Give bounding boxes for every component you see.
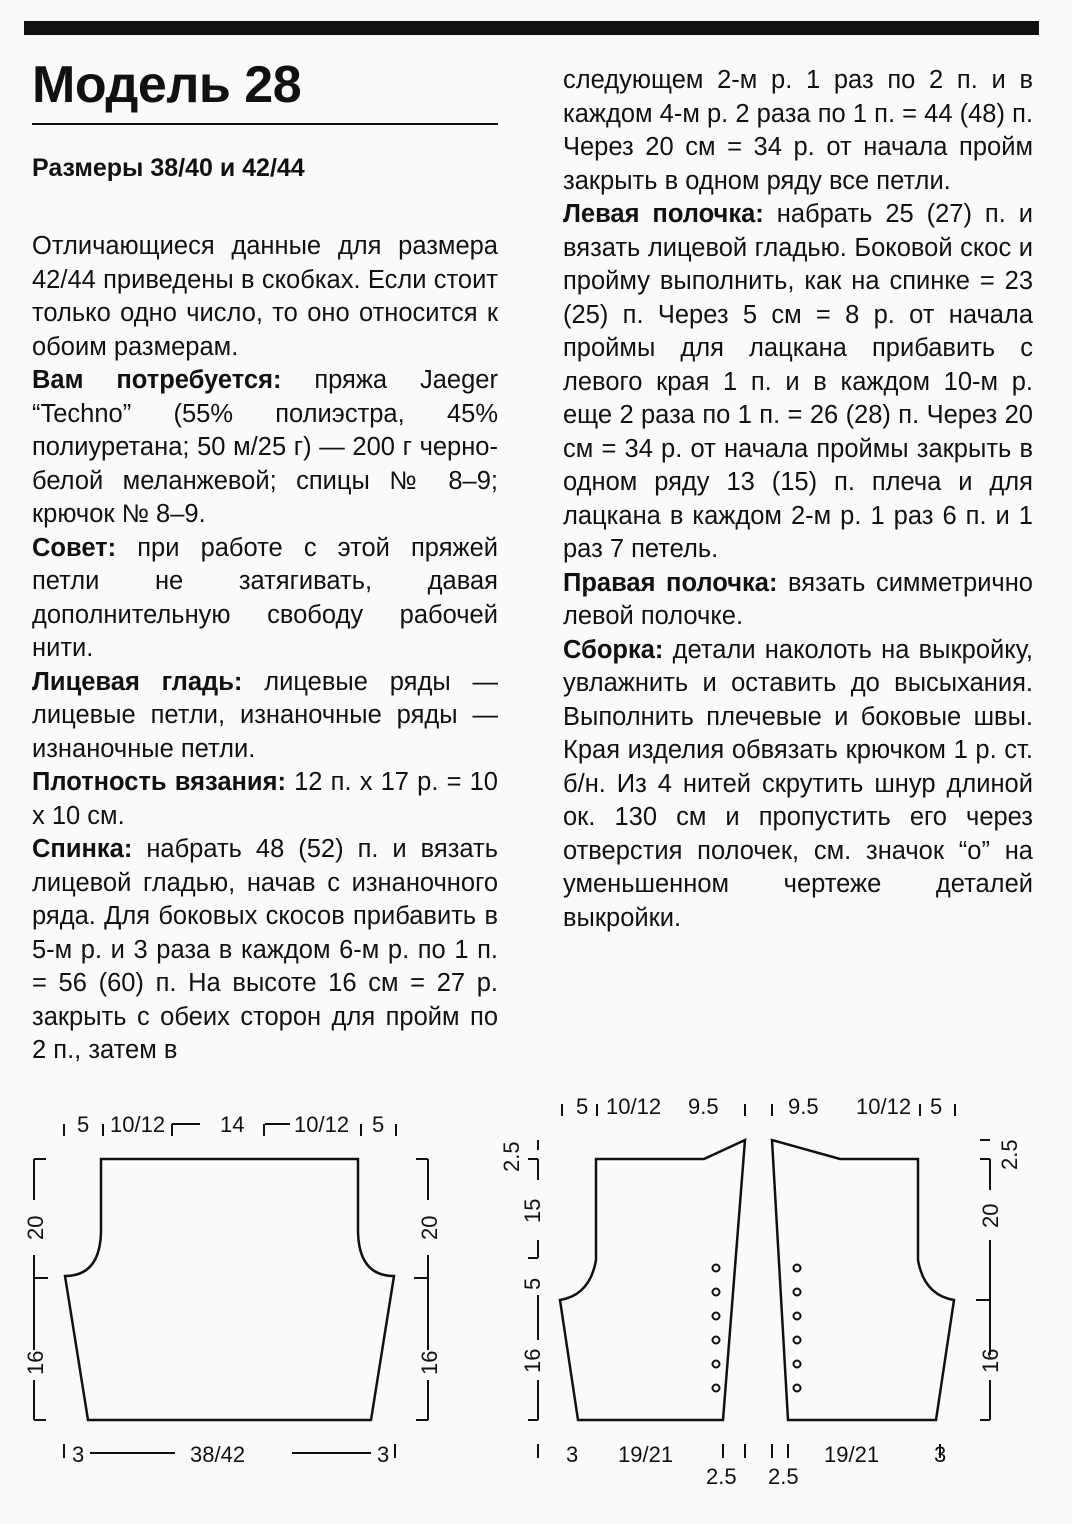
stitch-paragraph [32,666,498,767]
title-rule [32,123,498,125]
right-front-outline [772,1140,954,1420]
stitch-label: Лицевая гладь: [32,667,243,696]
eyelet-icon [713,1361,720,1368]
left-front-text: набрать 25 (27) п. и вязать лицевой гладью. Боковой скос и пройму выполнить, как на спинке = 23 (25) п. Через 5 см = 8 р. от начала проймы для лацкана прибавить с левого края 1 п. и в каждом 10-м р. еще 2 раза по 1 п. = 26 (28) п. Через 20 см = 34 р. от начала проймы закрыть в одном ряду 13 (15) п. плеча и для лацкана в каждом 2-м р. 1 раз 6 п. и 1 раз 7 петель. [563,200,1033,563]
gauge-paragraph [32,766,498,833]
pattern-diagram [0,1080,1072,1524]
stitch-text: лицевые ряды — лицевые петли, изнаночные ряды — изнаночные петли. [32,667,498,763]
page-title: Модель 28 [32,56,302,114]
eyelet-icon [794,1337,801,1344]
right-front-top-label-3: 5 [930,1094,943,1119]
left-front-top-label-2: 10/12 [606,1094,662,1119]
back-top-label-4: 10/12 [294,1112,350,1137]
left-front-outline [560,1140,745,1420]
materials-text: пряжа Jaeger “Techno” (55% полиэстра, 45% полиуретана; 50 м/25 г) — 200 г черно-белой меланжевой; спицы № 8–9; крючок № 8–9. [32,366,498,528]
left-front-paragraph [563,198,1033,567]
right-column [563,64,1033,935]
right-front-side-label-1: 2.5 [997,1139,1022,1170]
left-front-side-label-3: 5 [520,1277,545,1290]
left-front-top-label-3: 9.5 [688,1094,719,1119]
back-top-label-5: 5 [372,1112,385,1137]
right-front-paragraph [563,567,1033,634]
back-continued-paragraph: следующем 2-м р. 1 раз по 2 п. и в каждом 4-м р. 2 раза по 1 п. = 44 (48) п. Через 20 см = 34 р. от начала пройм закрыть в одном ряду все петли. [563,66,1033,195]
back-piece-outline [65,1159,394,1420]
eyelet-icon [713,1289,720,1296]
assembly-text: детали наколоть на выкройку, увлажнить и оставить до высыхания. Выполнить плечевые и боковые швы. Края изделия обвязать крючком 1 р. ст. б/н. Из 4 нитей скрутить шнур длиной ок. 130 см и пропустить его через отверстия полочек, см. значок “о” на уменьшенном чертеже деталей выкройки. [563,635,1033,932]
eyelet-icon [794,1361,801,1368]
right-front-eyelets [794,1265,801,1392]
right-front-top-label-2: 10/12 [856,1094,912,1119]
left-front-dimensions [528,1104,745,1458]
left-front-side-label-1: 2.5 [499,1141,524,1172]
back-right-lower-label: 16 [417,1350,442,1375]
left-front-side-label-2: 15 [520,1198,545,1223]
back-left-upper-label: 20 [23,1215,48,1240]
eyelet-icon [794,1313,801,1320]
eyelet-icon [713,1337,720,1344]
left-front-bottom-label: 19/21 [618,1442,674,1467]
intro-paragraph: Отличающиеся данные для размера 42/44 приведены в скобках. Если стоит только одно число, то оно относится к обоим размерам. [32,232,498,361]
right-front-side-label-3: 16 [978,1348,1003,1373]
back-paragraph [32,833,498,1068]
left-front-top-label-1: 5 [576,1094,589,1119]
right-front-bottom-edge-label: 2.5 [768,1464,799,1489]
assembly-paragraph [563,634,1033,936]
back-right-upper-label: 20 [417,1215,442,1240]
tip-text: при работе с этой пряжей петли не затягивать, давая дополнительную свободу рабочей нити. [32,533,498,662]
right-front-top-label-1: 9.5 [788,1094,819,1119]
assembly-label: Сборка: [563,635,664,664]
eyelet-icon [794,1265,801,1272]
sizes-heading: Размеры 38/40 и 42/44 [32,154,305,182]
back-top-label-3: 14 [220,1112,245,1137]
back-left-lower-label: 16 [23,1350,48,1375]
eyelet-icon [713,1385,720,1392]
back-bottom-corner-right: 3 [377,1442,390,1467]
back-bottom-label: 38/42 [190,1442,246,1467]
materials-paragraph [32,364,498,532]
back-label: Спинка: [32,835,133,863]
top-rule [24,21,1039,35]
back-text: набрать 48 (52) п. и вязать лицевой гладью, начав с изнаночного ряда. Для боковых скосов прибавить в 5-м р. и 3 раза в каждом 6-м р. по 1 п. = 56 (60) п. На высоте 16 см = 27 р. закрыть с обеих сторон для пройм по 2 п., затем в [32,835,498,1064]
left-front-side-label-4: 16 [520,1348,545,1373]
right-front-dimensions [772,1104,990,1458]
left-front-eyelets [713,1265,720,1392]
left-column [32,230,498,1068]
back-left-dimension [34,1159,48,1420]
right-front-side-label-2: 20 [978,1203,1003,1228]
eyelet-icon [794,1289,801,1296]
back-top-label-2: 10/12 [110,1112,166,1137]
back-bottom-corner-left: 3 [72,1442,85,1467]
left-front-bottom-corner: 3 [566,1442,579,1467]
right-front-bottom-corner: 3 [934,1442,947,1467]
tip-label: Совет: [32,533,117,562]
back-top-label-1: 5 [77,1112,90,1137]
eyelet-icon [713,1265,720,1272]
back-right-dimension [414,1159,428,1420]
right-front-label: Правая полочка: [563,568,778,597]
materials-label: Вам потребуется: [32,366,282,394]
gauge-label: Плотность вязания: [32,768,286,796]
left-front-bottom-edge-label: 2.5 [706,1464,737,1489]
right-front-text: вязать симметрично левой полочке. [563,568,1033,630]
right-front-bottom-label: 19/21 [824,1442,880,1467]
eyelet-icon [713,1313,720,1320]
gauge-text: 12 п. х 17 р. = 10 х 10 см. [32,768,498,830]
eyelet-icon [794,1385,801,1392]
tip-paragraph [32,532,498,666]
left-front-label: Левая полочка: [563,200,764,228]
